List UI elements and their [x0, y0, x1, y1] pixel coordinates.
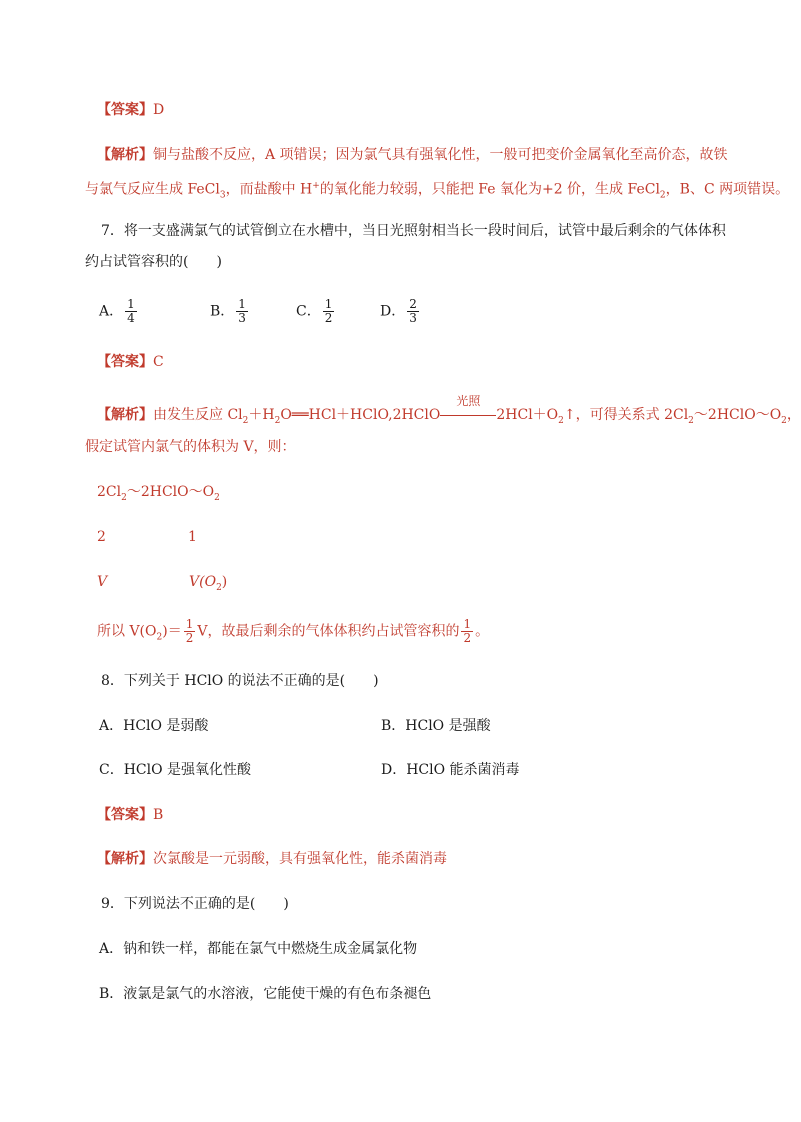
q6-analysis-line2: [85, 176, 789, 205]
option-fraction: [125, 298, 137, 325]
q6-answer: [97, 100, 164, 120]
q7-conclusion: [97, 618, 489, 647]
subscript: 2: [781, 415, 787, 426]
option-label: A．: [99, 303, 124, 320]
numerator: 1: [324, 297, 333, 311]
q8-analysis: [97, 849, 447, 869]
subscript: 2: [214, 492, 220, 503]
q7-relation: [97, 482, 220, 508]
q8-stem: 8．下列关于 HClO 的说法不正确的是( ): [101, 673, 379, 689]
numerator: 1: [127, 297, 135, 311]
subscript: 2: [659, 190, 666, 201]
answer-tag: 【答案】: [97, 807, 153, 823]
denominator: 3: [238, 311, 246, 325]
option-label: C．: [296, 303, 321, 320]
q6-analysis-line1: [97, 145, 728, 165]
analysis-text: 由发生反应 Cl: [153, 407, 243, 423]
q7-stem-line1: 7．将一支盛满氯气的试管倒立在水槽中，当日光照射相当长一段时间后，试管中最后剩余的气体体积: [101, 223, 726, 239]
analysis-text: ，: [786, 407, 801, 423]
denominator: 2: [324, 311, 333, 325]
arrow-bar: [440, 415, 496, 416]
analysis-text: 2HCl＋O: [496, 407, 559, 423]
denominator: 3: [409, 311, 417, 325]
q7-analysis-line1: [97, 394, 801, 431]
ratio-text: ): [221, 574, 228, 590]
subscript: 3: [219, 190, 226, 201]
denominator: 2: [463, 631, 472, 645]
answer-value: B: [153, 807, 164, 823]
q8-option-a: A．HClO 是弱酸: [99, 718, 209, 734]
option-fraction: [323, 298, 335, 325]
ratio-text: V(O: [189, 574, 217, 590]
reaction-condition: 光照: [456, 394, 481, 408]
q7-answer: [97, 352, 164, 372]
q7-option-b: [210, 298, 250, 325]
analysis-text: O══HCl＋HClO,2HClO: [280, 407, 441, 423]
analysis-text: ，而盐酸中 H: [225, 181, 313, 198]
analysis-text: ～2HClO～O: [693, 407, 782, 423]
answer-tag: 【答案】: [97, 354, 153, 370]
subscript: 2: [121, 492, 127, 503]
denominator: 2: [185, 631, 194, 645]
q7-option-a: [99, 298, 139, 325]
relation-text: 2Cl: [97, 484, 122, 500]
q8-answer: [97, 805, 163, 825]
answer-tag: 【答案】: [97, 102, 153, 118]
option-label: D．: [380, 303, 406, 320]
q7-ratio-row1-right: 1: [188, 529, 197, 545]
analysis-text: 铜与盐酸不反应，A 项错误；因为氯气具有强氧化性，一般可把变价金属氧化至高价态，故铁: [153, 147, 728, 163]
conclusion-text: 。: [475, 623, 490, 640]
option-fraction: [407, 298, 419, 325]
superscript: +: [312, 181, 320, 191]
conclusion-text: 所以 V(O: [97, 623, 157, 640]
analysis-tag: 【解析】: [97, 147, 153, 163]
q9-option-b: B．液氯是氯气的水溶液，它能使干燥的有色布条褪色: [99, 986, 432, 1002]
numerator: 1: [463, 617, 472, 631]
analysis-text: ↑，可得关系式 2Cl: [563, 407, 689, 423]
subscript: 2: [242, 415, 249, 426]
analysis-tag: 【解析】: [97, 407, 153, 423]
subscript: 2: [156, 632, 163, 643]
q9-option-a: A．钠和铁一样，都能在氯气中燃烧生成金属氯化物: [99, 941, 418, 957]
conclusion-fraction: [461, 618, 473, 645]
conclusion-text: )＝: [162, 623, 182, 640]
analysis-text: ，B、C 两项错误。: [665, 181, 790, 198]
q7-ratio-row1-left: 2: [97, 529, 106, 545]
analysis-tag: 【解析】: [97, 851, 153, 867]
conclusion-fraction: [184, 618, 196, 645]
q7-analysis-line2: 假定试管内氯气的体积为 V，则：: [85, 439, 296, 455]
numerator: 1: [185, 617, 194, 631]
subscript: 2: [688, 415, 694, 426]
subscript: 2: [274, 415, 281, 426]
q7-option-d: [380, 298, 421, 325]
analysis-text: 次氯酸是一元弱酸，具有强氧化性，能杀菌消毒: [153, 851, 447, 867]
q7-ratio-row2-right: [189, 572, 227, 598]
option-label: B．: [210, 303, 235, 320]
q7-option-c: [296, 298, 336, 325]
q7-ratio-row2-left: V: [97, 574, 108, 590]
q8-option-c: C．HClO 是强氧化性酸: [99, 762, 252, 778]
denominator: 4: [127, 311, 135, 325]
q7-stem-line2: 约占试管容积的( ): [85, 254, 222, 270]
subscript: 2: [216, 582, 222, 593]
q9-stem: 9．下列说法不正确的是( ): [101, 896, 289, 912]
analysis-text: ＋H: [248, 407, 275, 423]
conclusion-text: V，故最后剩余的气体体积约占试管容积的: [197, 623, 460, 640]
q8-option-d: D．HClO 能杀菌消毒: [381, 762, 520, 778]
q8-option-b: B．HClO 是强酸: [381, 718, 491, 734]
answer-value: D: [153, 102, 165, 118]
analysis-text: 与氯气反应生成 FeCl: [85, 181, 220, 198]
option-fraction: [236, 298, 248, 325]
numerator: 2: [409, 297, 417, 311]
analysis-text: 的氧化能力较弱，只能把 Fe 氧化为+2 价，生成 FeCl: [319, 181, 660, 198]
relation-text: ～2HClO～O: [126, 484, 215, 500]
reaction-arrow: [440, 394, 496, 425]
subscript: 2: [558, 415, 564, 426]
answer-value: C: [153, 354, 164, 370]
numerator: 1: [238, 297, 246, 311]
